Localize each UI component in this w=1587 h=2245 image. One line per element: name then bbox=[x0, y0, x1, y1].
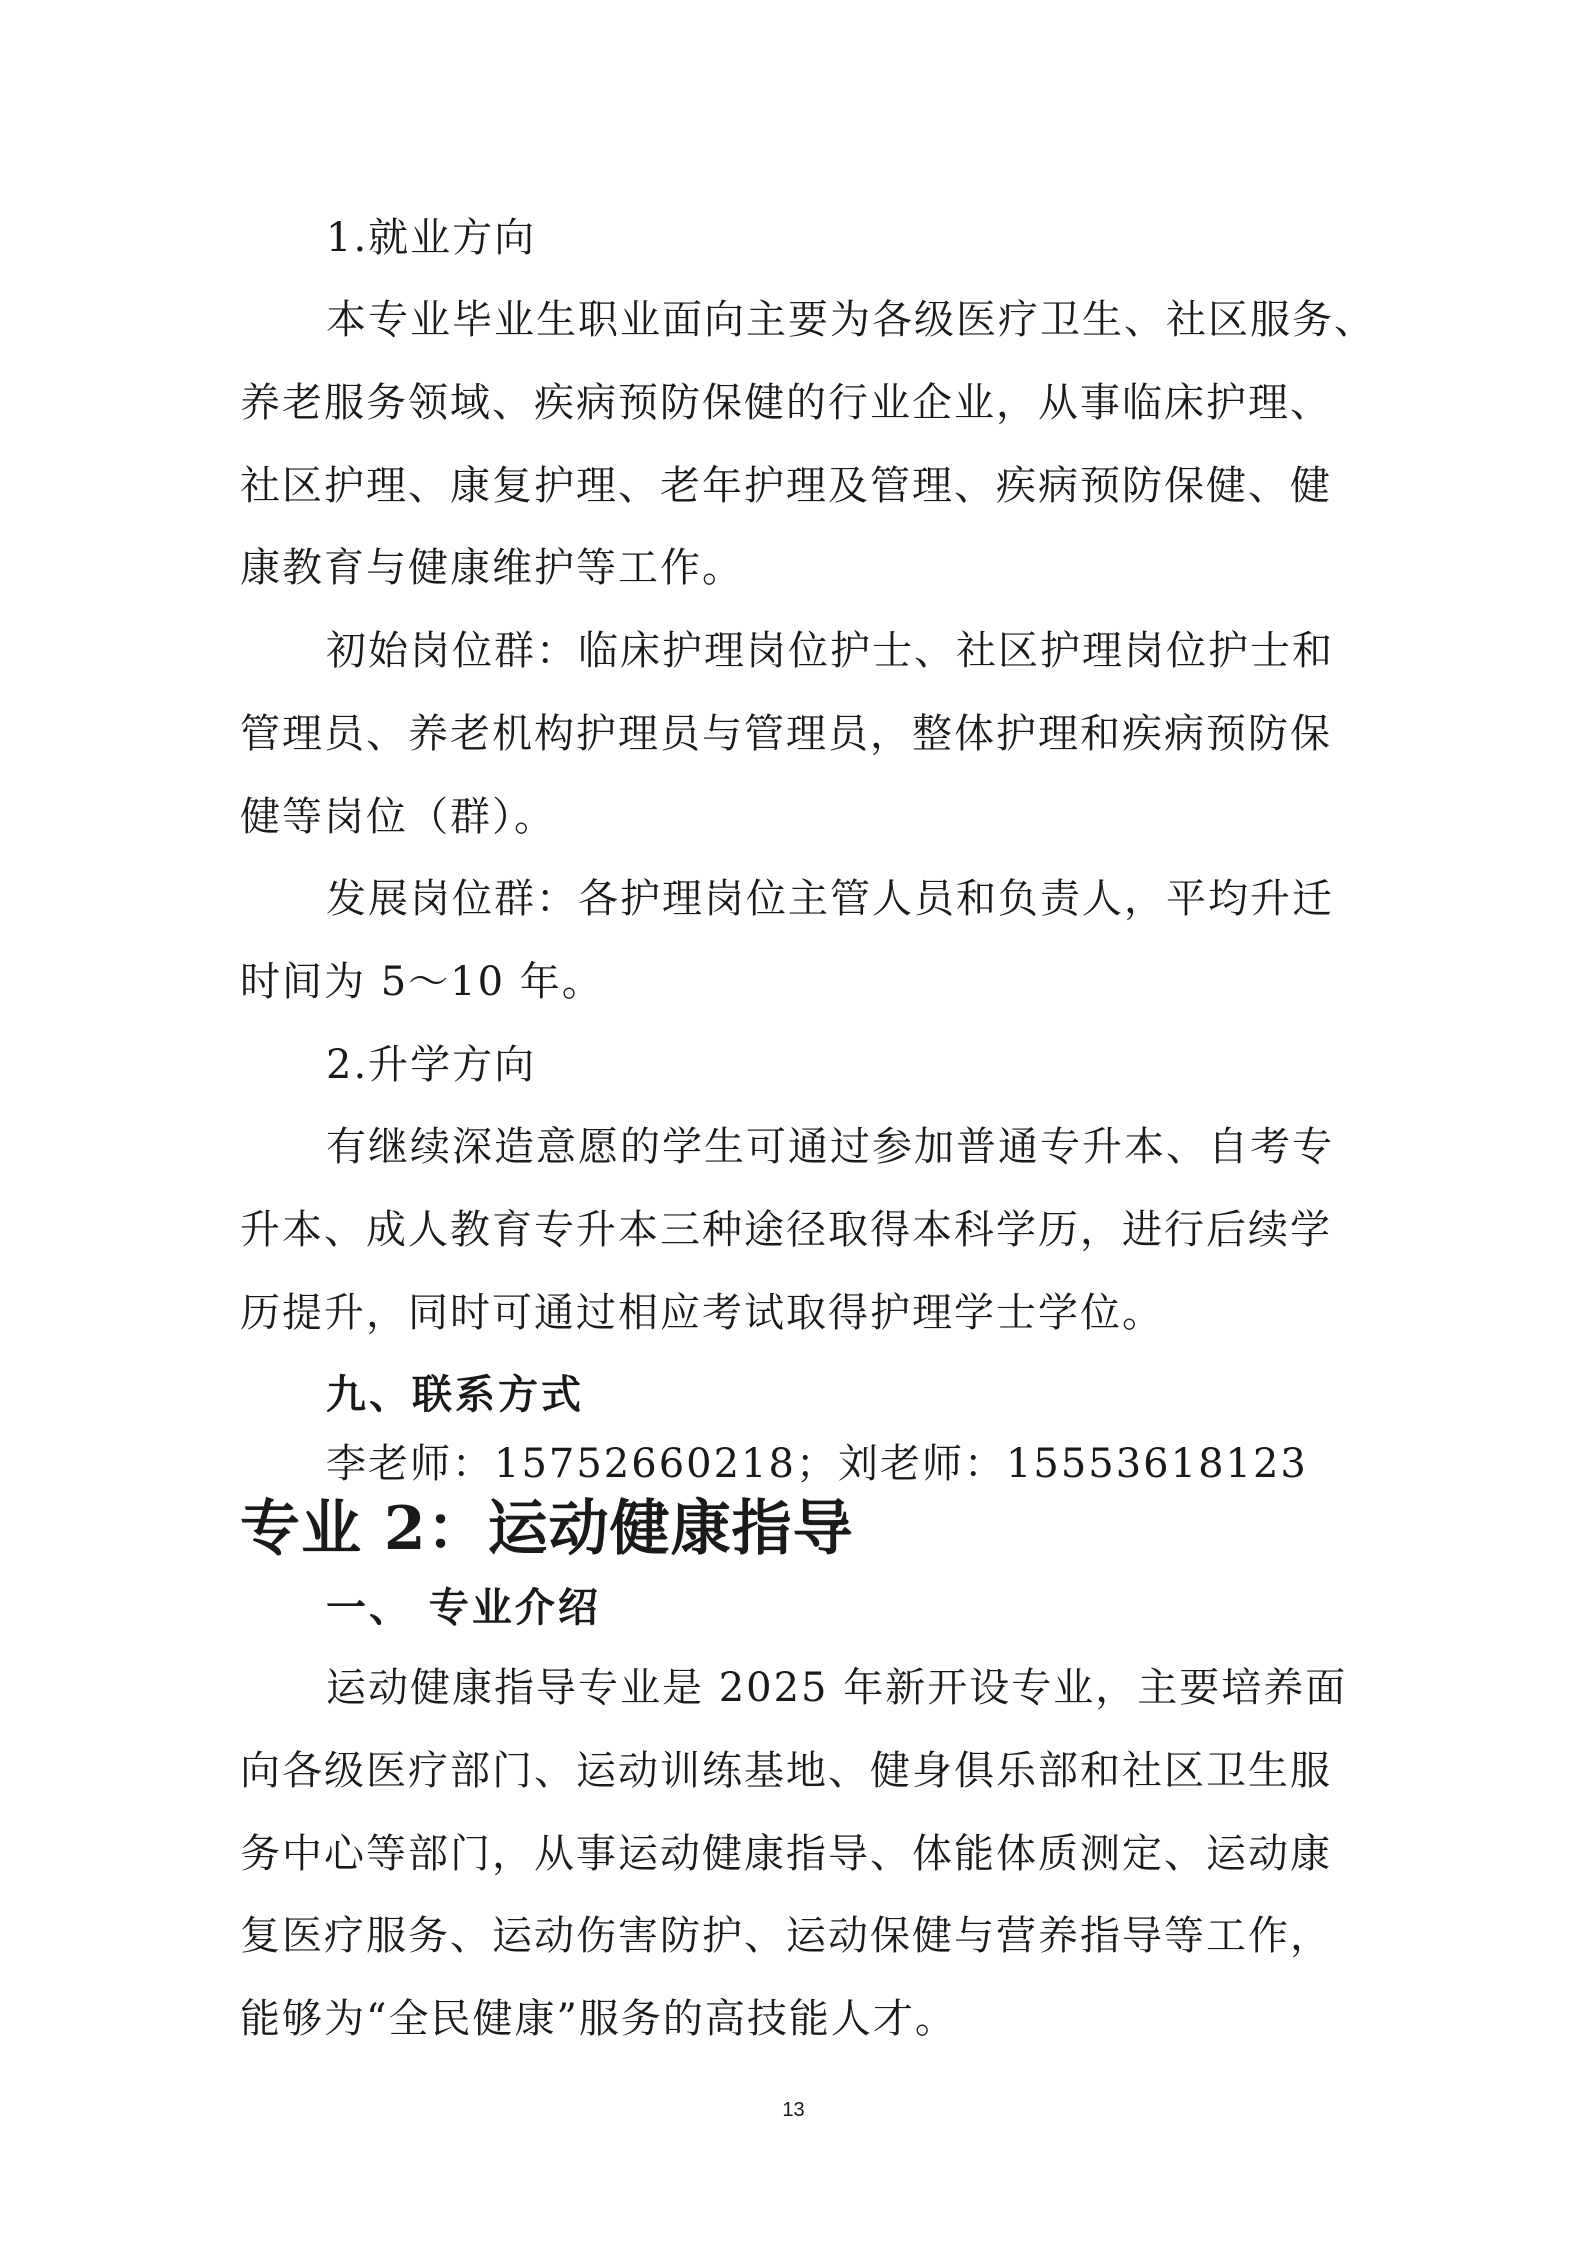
further-study-heading: 2.升学方向 bbox=[326, 1042, 537, 1088]
employment-para-line-4: 康教育与健康维护等工作。 bbox=[240, 545, 744, 591]
employment-para-line-3: 社区护理、康复护理、老年护理及管理、疾病预防保健、健 bbox=[240, 463, 1332, 509]
intro-para-line-3: 务中心等部门，从事运动健康指导、体能体质测定、运动康 bbox=[240, 1831, 1332, 1877]
further-study-line-3: 历提升，同时可通过相应考试取得护理学士学位。 bbox=[240, 1290, 1164, 1336]
intro-para-line-5: 能够为“全民健康”服务的高技能人才。 bbox=[240, 1996, 957, 2042]
initial-posts-line-2: 管理员、养老机构护理员与管理员，整体护理和疾病预防保 bbox=[240, 711, 1332, 757]
contact-heading: 九、联系方式 bbox=[326, 1372, 584, 1418]
intro-para-line-4: 复医疗服务、运动伤害防护、运动保健与营养指导等工作， bbox=[240, 1913, 1332, 1959]
contact-line: 李老师：15752660218；刘老师：15553618123 bbox=[326, 1441, 1308, 1487]
intro-heading: 一、 专业介绍 bbox=[326, 1585, 601, 1631]
development-posts-line-2: 时间为 5～10 年。 bbox=[240, 959, 604, 1005]
further-study-line-2: 升本、成人教育专升本三种途径取得本科学历，进行后续学 bbox=[240, 1207, 1332, 1253]
intro-para-line-1: 运动健康指导专业是 2025 年新开设专业，主要培养面 bbox=[326, 1665, 1348, 1711]
page-number: 13 bbox=[782, 2099, 805, 2121]
initial-posts-line-1: 初始岗位群：临床护理岗位护士、社区护理岗位护士和 bbox=[326, 628, 1334, 674]
intro-para-line-2: 向各级医疗部门、运动训练基地、健身俱乐部和社区卫生服 bbox=[240, 1748, 1332, 1794]
employment-para-line-1: 本专业毕业生职业面向主要为各级医疗卫生、社区服务、 bbox=[326, 297, 1376, 343]
employment-heading: 1.就业方向 bbox=[326, 215, 537, 261]
major-2-title: 专业 2：运动健康指导 bbox=[240, 1494, 854, 1564]
employment-para-line-2: 养老服务领域、疾病预防保健的行业企业，从事临床护理、 bbox=[240, 380, 1332, 426]
further-study-line-1: 有继续深造意愿的学生可通过参加普通专升本、自考专 bbox=[326, 1124, 1334, 1170]
development-posts-line-1: 发展岗位群：各护理岗位主管人员和负责人，平均升迁 bbox=[326, 876, 1334, 922]
initial-posts-line-3: 健等岗位（群）。 bbox=[240, 794, 556, 840]
